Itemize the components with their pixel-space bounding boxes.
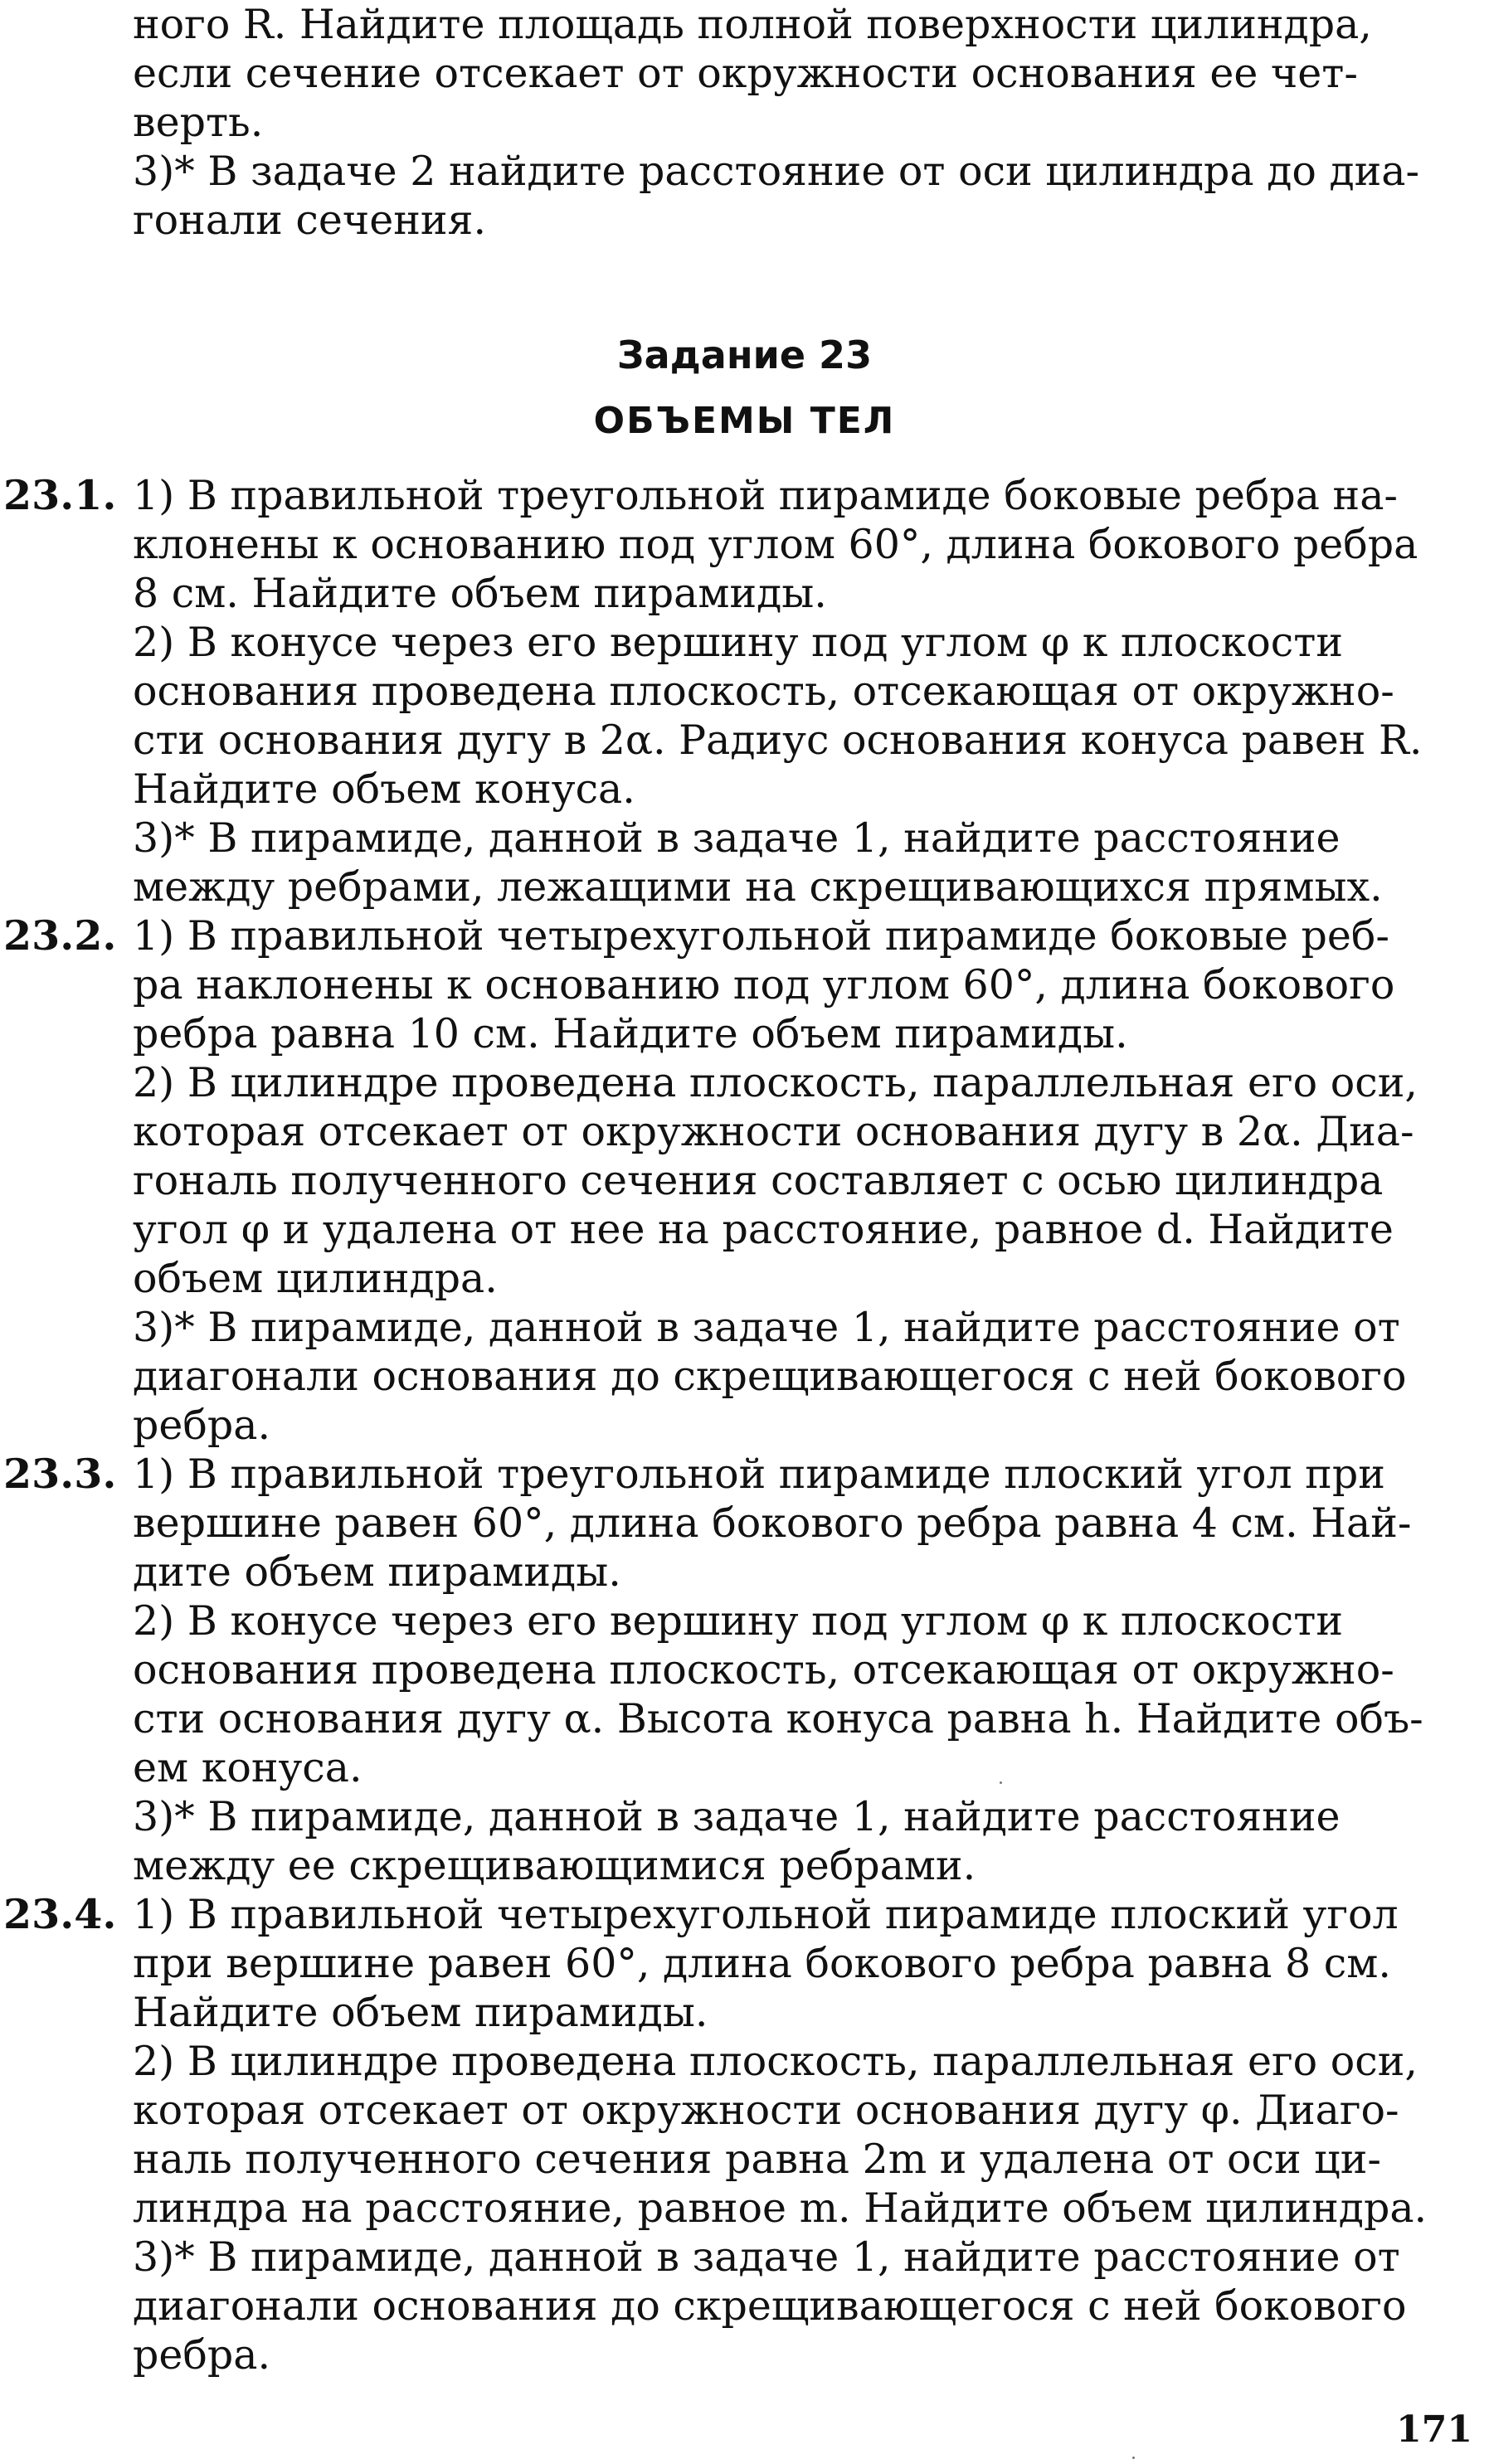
problem-23-2 xyxy=(0,911,1485,1450)
text-line: Найдите объем пирамиды. xyxy=(133,1989,708,2036)
text-line: между ребрами, лежащими на скрещивающихся прямых. xyxy=(133,863,1383,911)
problem-part-1 xyxy=(133,1450,1485,1596)
text-line: которая отсекает от окружности основания дугу φ. Диаго- xyxy=(133,2087,1399,2134)
text-line: 1) В правильной четырехугольной пирамиде плоский угол xyxy=(133,1891,1399,1938)
problem-part-1 xyxy=(133,471,1485,618)
text-line: 3)* В пирамиде, данной в задаче 1, найдите расстояние от xyxy=(133,2233,1400,2281)
problem-part-1 xyxy=(133,911,1485,1058)
text-line: сти основания дугу α. Высота конуса равна h. Найдите объ- xyxy=(133,1695,1423,1742)
text-line: 8 см. Найдите объем пирамиды. xyxy=(133,570,827,617)
text-line: 1) В правильной четырехугольной пирамиде боковые реб- xyxy=(133,912,1389,960)
section-title: Задание 23 xyxy=(616,333,873,377)
text-line: клонены к основанию под углом 60°, длина бокового ребра xyxy=(133,521,1418,568)
problem-part-2 xyxy=(133,1058,1485,1303)
text-line: вершине равен 60°, длина бокового ребра равна 4 см. Най- xyxy=(133,1499,1412,1547)
text-line: 2) В цилиндре проведена плоскость, параллельная его оси, xyxy=(133,1059,1418,1106)
text-line: основания проведена плоскость, отсекающая от окружно- xyxy=(133,1646,1394,1694)
text-line: 2) В конусе через его вершину под углом φ к плоскости xyxy=(133,619,1343,666)
text-line: ребра. xyxy=(133,2331,271,2379)
text-line: гональ полученного сечения составляет с осью цилиндра xyxy=(133,1157,1384,1204)
problem-part-2 xyxy=(133,618,1485,814)
text-line: 2) В конусе через его вершину под углом φ к плоскости xyxy=(133,1597,1343,1645)
problem-part-2 xyxy=(133,2037,1485,2233)
intro-continuation xyxy=(133,0,1485,245)
text-line: 3)* В задаче 2 найдите расстояние от оси цилиндра до диа- xyxy=(133,148,1420,195)
problem-part-1 xyxy=(133,1890,1485,2037)
problem-number: 23.3. xyxy=(3,1450,117,1498)
text-line: при вершине равен 60°, длина бокового ребра равна 8 см. xyxy=(133,1940,1391,1987)
page-number: 171 xyxy=(1396,2408,1472,2451)
problem-list xyxy=(0,471,1489,2379)
problem-23-1 xyxy=(0,471,1485,911)
text-line: ного R. Найдите площадь полной поверхности цилиндра, xyxy=(133,1,1372,48)
section-subtitle: ОБЪЕМЫ ТЕЛ xyxy=(593,400,896,442)
problem-number: 23.1. xyxy=(3,471,117,519)
scan-speck xyxy=(1132,2457,1135,2459)
text-line: гонали сечения. xyxy=(133,197,487,244)
problem-number: 23.2. xyxy=(3,911,117,960)
text-line: ра наклонены к основанию под углом 60°, длина бокового xyxy=(133,961,1395,1008)
text-line: ребра равна 10 см. Найдите объем пирамиды. xyxy=(133,1010,1128,1057)
text-line: угол φ и удалена от нее на расстояние, равное d. Найдите xyxy=(133,1206,1394,1253)
problem-part-3 xyxy=(133,2233,1485,2379)
text-line: линдра на расстояние, равное m. Найдите объем цилиндра. xyxy=(133,2185,1428,2232)
text-line: дите объем пирамиды. xyxy=(133,1548,621,1596)
text-line: ем конуса. xyxy=(133,1744,363,1791)
text-line: 3)* В пирамиде, данной в задаче 1, найдите расстояние xyxy=(133,814,1341,862)
text-line: основания проведена плоскость, отсекающая от окружно- xyxy=(133,668,1394,715)
text-line: 3)* В пирамиде, данной в задаче 1, найдите расстояние от xyxy=(133,1304,1400,1351)
problem-part-2 xyxy=(133,1596,1485,1792)
text-line: диагонали основания до скрещивающегося с ней бокового xyxy=(133,1353,1407,1400)
problem-23-4 xyxy=(0,1890,1485,2379)
scan-speck xyxy=(1000,1781,1002,1784)
text-line: объем цилиндра. xyxy=(133,1255,498,1302)
text-line: 1) В правильной треугольной пирамиде боковые ребра на- xyxy=(133,472,1398,519)
text-line: которая отсекает от окружности основания дугу в 2α. Диа- xyxy=(133,1108,1414,1155)
text-line: сти основания дугу в 2α. Радиус основания конуса равен R. xyxy=(133,717,1423,764)
text-line: 3)* В пирамиде, данной в задаче 1, найдите расстояние xyxy=(133,1793,1341,1840)
text-line: ребра. xyxy=(133,1402,271,1449)
text-line: диагонали основания до скрещивающегося с ней бокового xyxy=(133,2282,1407,2330)
text-line: 1) В правильной треугольной пирамиде плоский угол при xyxy=(133,1451,1385,1498)
text-line: наль полученного сечения равна 2m и удалена от оси ци- xyxy=(133,2136,1381,2183)
problem-part-3 xyxy=(133,1303,1485,1450)
problem-number: 23.4. xyxy=(3,1890,117,1938)
problem-part-3 xyxy=(133,814,1485,911)
problem-part-3 xyxy=(133,1792,1485,1890)
text-line: верть. xyxy=(133,99,264,146)
text-line: если сечение отсекает от окружности основания ее чет- xyxy=(133,50,1358,97)
text-line: между ее скрещивающимися ребрами. xyxy=(133,1842,976,1889)
text-line: 2) В цилиндре проведена плоскость, параллельная его оси, xyxy=(133,2038,1418,2085)
problem-23-3 xyxy=(0,1450,1485,1890)
text-line: Найдите объем конуса. xyxy=(133,765,635,813)
